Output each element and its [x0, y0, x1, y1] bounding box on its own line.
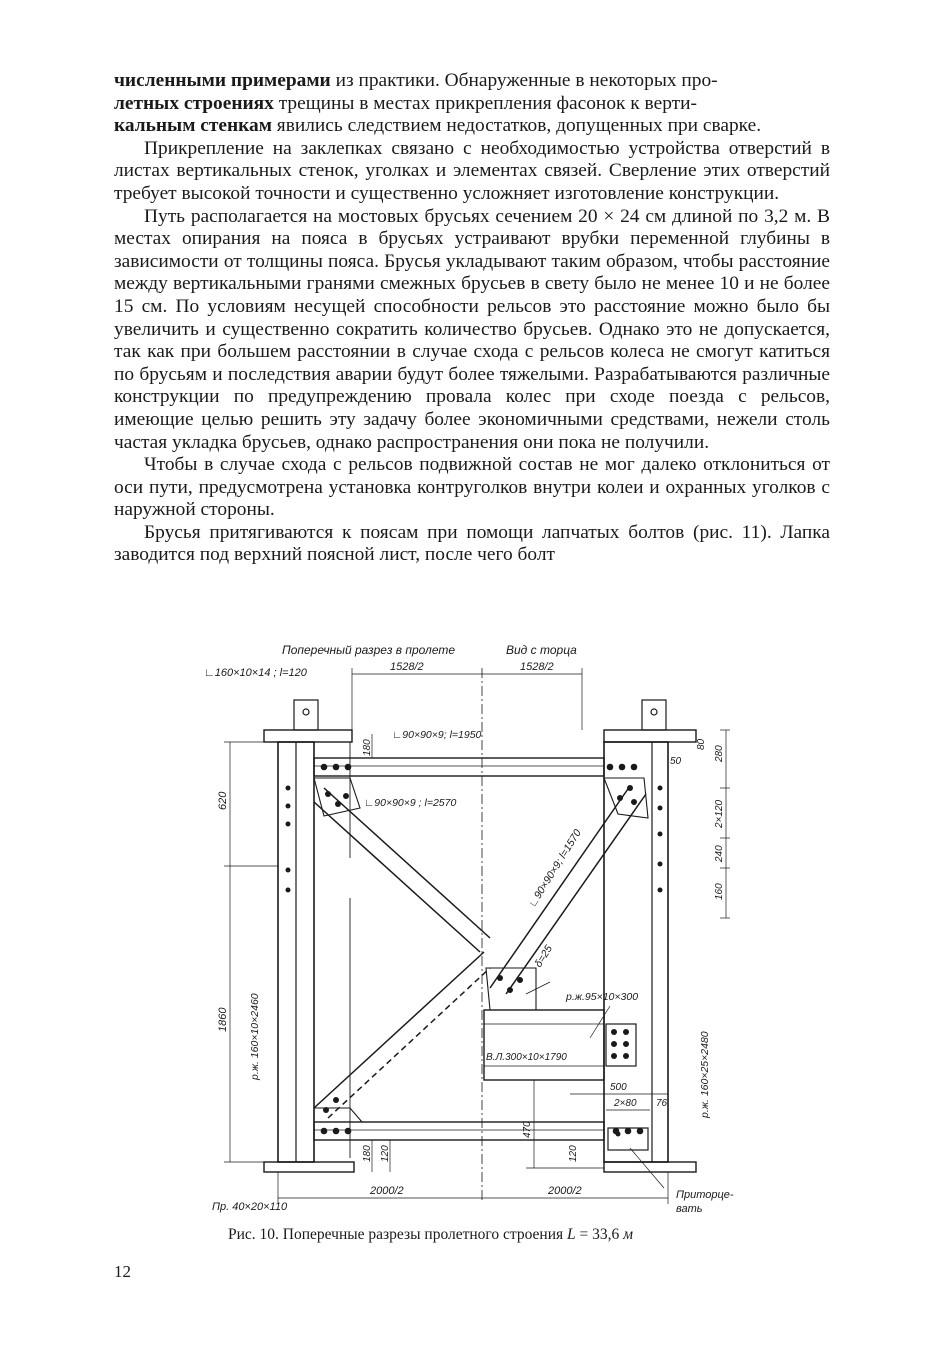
label-rib-left: р.ж. 160×10×2460 — [249, 993, 261, 1080]
dim-80: 80 — [696, 738, 707, 750]
dim-2000-right: 2000/2 — [548, 1185, 582, 1197]
label-rib-plate: р.ж.95×10×300 — [566, 991, 639, 1003]
dim-2x120: 2×120 — [714, 799, 725, 828]
cross-section-drawing — [190, 638, 790, 1228]
paragraph-3: Путь располагается на мостовых брусьях сечением 20 × 24 см длиной по 3,2 м. В местах опирания на пояса в брусьях устраивают врубки переменной глубины в зависимости от толщины пояса. Брусья укладывают таким образом, чтобы расстояние между вертикальными гранями смежных брусьев в свету было не менее 10 и не более 15 см. По условиям несущей способности рельсов это расстояние можно было бы увеличить и существенно сократить количество брусьев. Однако это не допускается, так как при большем расстоянии в случае схода с рельсов колеса не смогут катиться по брусьям и последствия аварии будут более тяжелыми. Разрабатываются различные конструкции по предупреждению провала колес при сходе поезда с рельсов, имеющие целью решить эту задачу более экономичными средствами, нежели столь частая укладка брусьев, однако распространения они пока не получили. — [114, 205, 830, 453]
dim-120-right: 120 — [568, 1145, 579, 1162]
dim-2000-left: 2000/2 — [370, 1185, 404, 1197]
label-rib-right: р.ж. 160×25×2480 — [699, 1031, 711, 1118]
body-text — [114, 70, 830, 567]
dim-180-bottom: 180 — [362, 1145, 373, 1162]
page-number: 12 — [114, 1262, 131, 1281]
dim-500: 500 — [610, 1082, 627, 1093]
label-delta: δ=25 — [532, 943, 556, 970]
dim-240: 240 — [714, 845, 725, 862]
dim-1528-right: 1528/2 — [520, 661, 554, 673]
heading-section: Поперечный разрез в пролете — [282, 643, 456, 657]
label-diag-left: ∟90×90×9 ; l=2570 — [364, 797, 457, 809]
heading-end-view: Вид с торца — [506, 643, 577, 657]
dim-280: 280 — [714, 745, 725, 762]
dim-180-top: 180 — [362, 739, 373, 756]
bold-term: кальным стенкам — [114, 115, 272, 137]
note-face-1: Приторце- — [676, 1189, 734, 1201]
dim-160: 160 — [714, 883, 725, 900]
dim-1860: 1860 — [217, 1007, 229, 1032]
paragraph-2: Прикрепление на заклепках связано с необходимостью устройства отверстий в листах вертикальных стенок, уголках и элементах связей. Сверление этих отверстий требует высокой точности и существенно усложняет изготовление конструкции. — [114, 137, 830, 204]
paragraph-4: Чтобы в случае схода с рельсов подвижной состав не мог далеко отклониться от оси пути, предусмотрена установка контруголков внутри колеи и охранных уголков с наружной стороны. — [114, 454, 830, 521]
dim-2x80: 2×80 — [614, 1098, 637, 1109]
paragraph-1: численными примерами из практики. Обнаруженные в некоторых про- летных строениях трещины в местах прикрепления фасонок к верти- кальным стенкам явились следствием недостатков, допущенных при сварке. — [114, 70, 762, 137]
paragraph-5: Брусья притягиваются к поясам при помощи лапчатых болтов (рис. 11). Лапка заводится под верхний поясной лист, после чего болт — [114, 521, 830, 566]
note-face-2: вать — [676, 1203, 703, 1215]
dim-470: 470 — [522, 1121, 533, 1138]
dim-76: 76 — [656, 1098, 668, 1109]
dim-620: 620 — [217, 791, 229, 810]
label-top-strut: ∟90×90×9; l=1950 — [392, 729, 482, 741]
dim-50: 50 — [670, 756, 682, 767]
label-angle-top: ∟160×10×14 ; l=120 — [204, 667, 307, 679]
bold-term: численными примерами — [114, 70, 331, 91]
label-plate-bottom: Пр. 40×20×110 — [212, 1201, 288, 1213]
label-sheet-plate: В.Л.300×10×1790 — [486, 1052, 567, 1063]
label-diag-right: ∟90×90×9; l=1570 — [526, 827, 584, 910]
dim-120-bottom: 120 — [380, 1145, 391, 1162]
figure-cross-section — [190, 638, 790, 1228]
figure-caption: Рис. 10. Поперечные разрезы пролетного строения L = 33,6 м — [228, 1226, 634, 1243]
bold-term: летных строениях — [114, 92, 274, 114]
dim-1528-left: 1528/2 — [390, 661, 424, 673]
